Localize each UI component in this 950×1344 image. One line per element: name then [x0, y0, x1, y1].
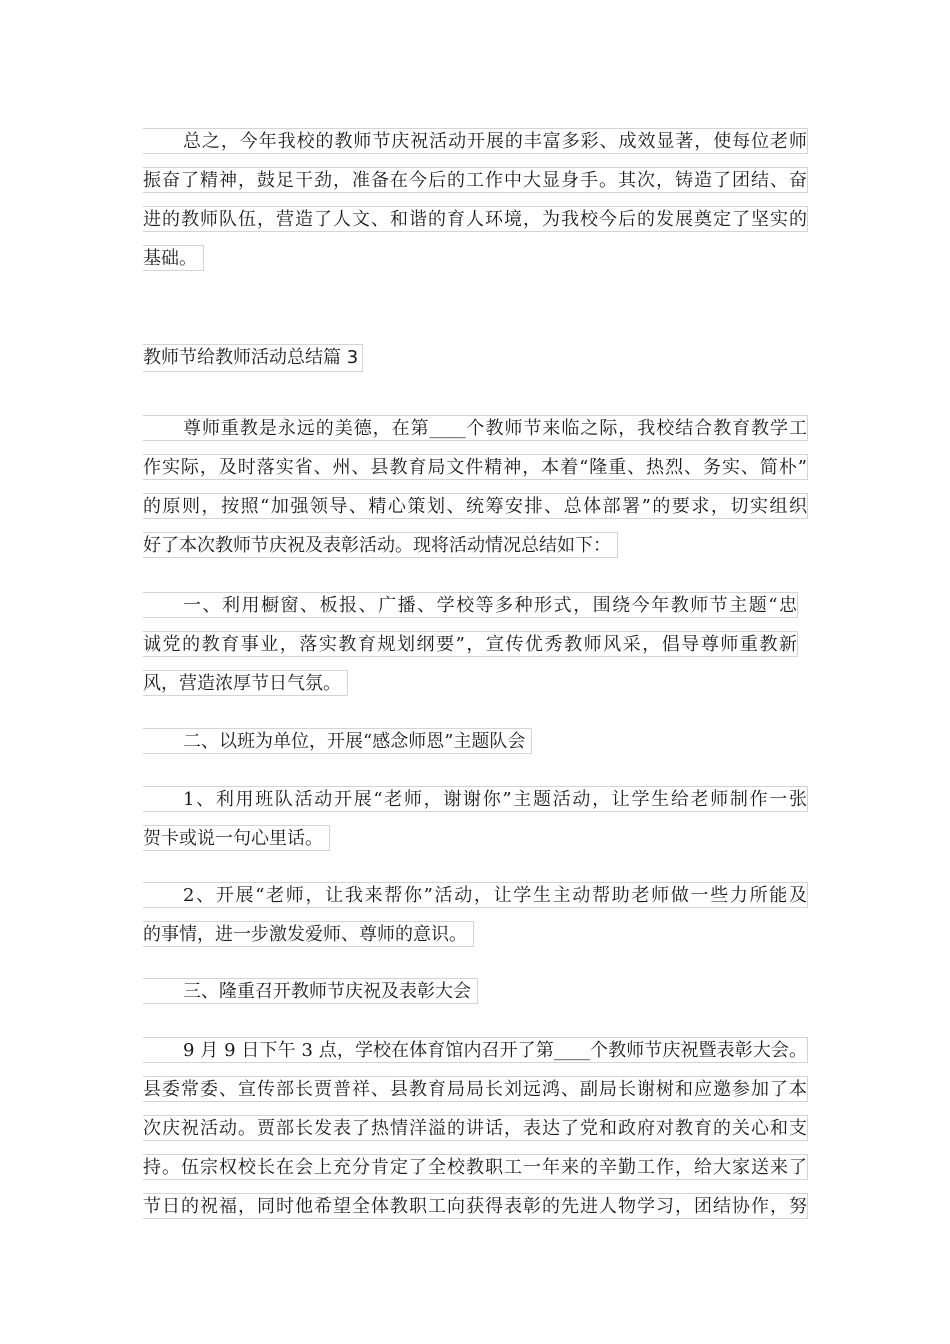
text-line: 9 月 9 日下午 3 点，学校在体育馆内召开了第____个教师节庆祝暨表彰大会。: [143, 1037, 808, 1063]
paragraph-ceremony: [143, 1037, 808, 1232]
text-line: 尊师重教是永远的美德，在第____个教师节来临之际，我校结合教育教学工: [143, 415, 808, 441]
paragraph-intro: [143, 415, 808, 571]
paragraph-item-three: [143, 978, 808, 1017]
section-heading: 教师节给教师活动总结篇 3: [143, 344, 363, 372]
text-line: 次庆祝活动。贾部长发表了热情洋溢的讲话，表达了党和政府对教育的关心和支: [143, 1115, 808, 1141]
text-line: 进的教师队伍，营造了人文、和谐的育人环境，为我校今后的发展奠定了坚实的: [143, 206, 808, 232]
text-line: 县委常委、宣传部长贾普祥、县教育局局长刘远鸿、副局长谢树和应邀参加了本: [143, 1076, 808, 1102]
text-line: 一、利用橱窗、板报、广播、学校等多种形式，围绕今年教师节主题“忠: [143, 592, 798, 618]
text-line: 基础。: [143, 245, 204, 271]
text-line: 诚党的教育事业，落实教育规划纲要”，宣传优秀教师风采，倡导尊师重教新: [143, 631, 798, 657]
paragraph-item-two: [143, 728, 808, 767]
paragraph-item-one: [143, 592, 808, 709]
text-line: 总之，今年我校的教师节庆祝活动开展的丰富多彩、成效显著，使每位老师: [143, 128, 808, 154]
paragraph-sub-one: [143, 786, 808, 864]
paragraph-sub-two: [143, 882, 808, 960]
text-line: 二、以班为单位，开展“感念师恩”主题队会: [143, 728, 532, 754]
text-line: 持。伍宗权校长在会上充分肯定了全校教职工一年来的辛勤工作，给大家送来了: [143, 1154, 808, 1180]
paragraph-conclusion: [143, 128, 808, 284]
text-line: 的事情，进一步激发爱师、尊师的意识。: [143, 921, 474, 947]
text-line: 的原则，按照“加强领导、精心策划、统筹安排、总体部署”的要求，切实组织: [143, 493, 808, 519]
text-line: 贺卡或说一句心里话。: [143, 825, 330, 851]
text-line: 振奋了精神，鼓足干劲，准备在今后的工作中大显身手。其次，铸造了团结、奋: [143, 167, 808, 193]
text-line: 作实际，及时落实省、州、县教育局文件精神，本着“隆重、热烈、务实、简朴”: [143, 454, 808, 480]
text-line: 三、隆重召开教师节庆祝及表彰大会: [143, 978, 478, 1004]
text-line: 好了本次教师节庆祝及表彰活动。现将活动情况总结如下：: [143, 532, 618, 558]
text-line: 1、利用班队活动开展“老师，谢谢你”主题活动，让学生给老师制作一张: [143, 786, 808, 812]
text-line: 节日的祝福，同时他希望全体教职工向获得表彰的先进人物学习，团结协作，努: [143, 1193, 808, 1219]
text-line: 2、开展“老师，让我来帮你”活动，让学生主动帮助老师做一些力所能及: [143, 882, 808, 908]
text-line: 风，营造浓厚节日气氛。: [143, 670, 348, 696]
